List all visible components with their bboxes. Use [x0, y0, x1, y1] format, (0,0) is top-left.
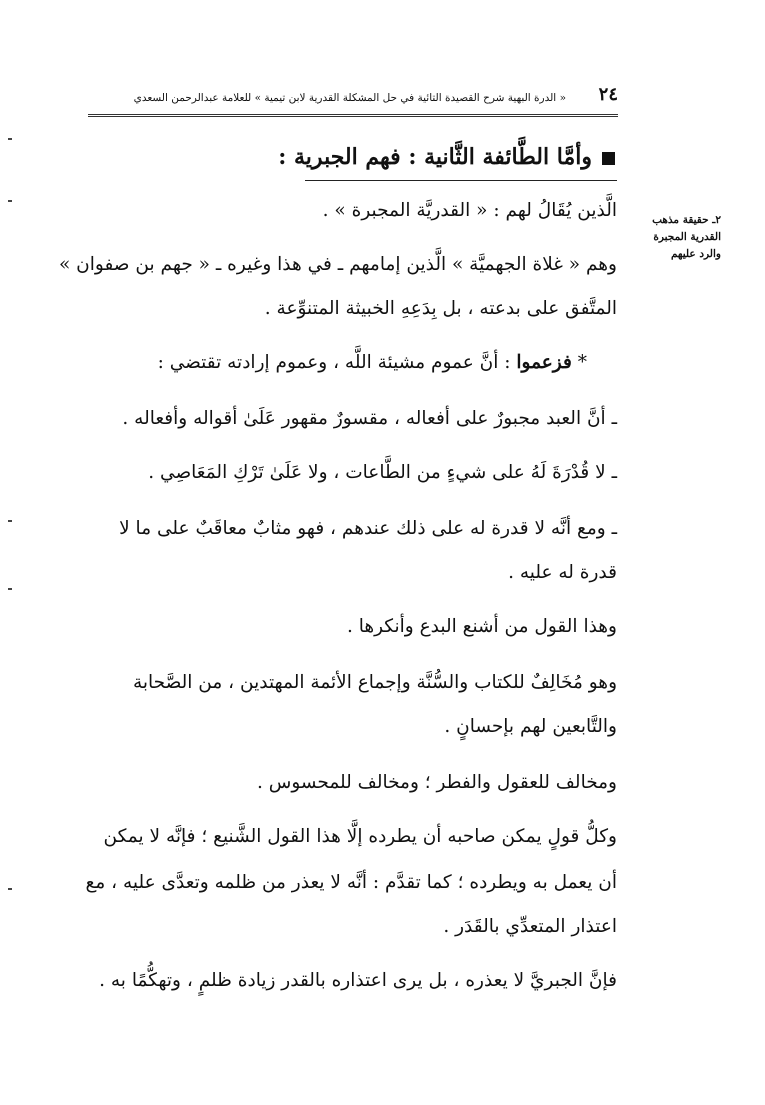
body-line: وهو مُخَالِفٌ للكتاب والسُّنَّة وإجماع الأئمة المهتدين ، من الصَّحابة [132, 672, 617, 693]
body-line: قدرة له عليه . [508, 562, 617, 583]
body-line: ومخالف للعقول والفطر ؛ ومخالف للمحسوس . [256, 772, 617, 793]
body-line: اعتذار المتعدِّي بالقَدَر . [443, 916, 617, 937]
section-heading [278, 144, 615, 170]
page-header [88, 86, 618, 117]
scan-mark [8, 138, 12, 140]
heading-underline [305, 180, 617, 181]
emphasized-word: فزعموا [516, 352, 572, 373]
margin-note-line: القدرية المجبرة [653, 231, 721, 243]
scan-mark [8, 588, 12, 590]
margin-note-line: والرد عليهم [670, 248, 721, 260]
body-line: وهم « غلاة الجهميَّة » الَّذين إمامهم ـ في هذا وغيره ـ « جهم بن صفوان » [58, 254, 617, 275]
running-title: « الدرة البهية شرح القصيدة التائية في حل المشكلة القدرية لابن تيمية » للعلامة عبدالرحمن السعدي [133, 92, 566, 104]
body-line: أن يعمل به ويطرده ؛ كما تقدَّم : أنَّه لا يعذر من ظلمه وتعدَّى عليه ، مع [85, 872, 617, 893]
body-line: وهذا القول من أشنع البدع وأنكرها . [346, 616, 617, 637]
body-line: الَّذين يُقَالُ لهم : « القدريَّة المجبرة » . [322, 200, 617, 221]
body-line: المتَّفق على بدعته ، بل بِدَعِهِ الخبيثة المتنوِّعة . [264, 298, 617, 319]
body-line: وكلُّ قولٍ يمكن صاحبه أن يطرده إلَّا هذا القول الشَّنيع ؛ فإنَّه لا يمكن [103, 826, 617, 847]
body-line: ـ لا قُدْرَةَ لَهُ على شيءٍ من الطَّاعات ، ولا عَلَىٰ تَرْكِ المَعَاصِي . [148, 462, 617, 483]
black-square-icon [602, 152, 615, 165]
margin-note [625, 212, 721, 263]
body-line: فإنَّ الجبريَّ لا يعذره ، بل يرى اعتذاره بالقدر زيادة ظلمٍ ، وتهكُّمًا به . [99, 970, 617, 991]
page-number: ٢٤ [598, 84, 618, 105]
scan-mark [8, 888, 12, 890]
scan-mark [8, 520, 12, 522]
scan-mark [8, 200, 12, 202]
margin-note-line: ٢ـ حقيقة مذهب [652, 214, 721, 226]
section-heading-text: وأمَّا الطَّائفة الثَّانية : فهم الجبرية : [278, 144, 592, 170]
body-line: والتَّابعين لهم بإحسانٍ . [444, 716, 617, 737]
body-line: ـ أنَّ العبد مجبورٌ على أفعاله ، مقسورٌ مقهور عَلَىٰ أقواله وأفعاله . [122, 408, 617, 429]
bullet-star: * [577, 352, 587, 373]
body-line: ـ ومع أنَّه لا قدرة له على ذلك عندهم ، فهو مثابٌ معاقَبٌ على ما لا [119, 518, 617, 539]
body-line-text: : أنَّ عموم مشيئة اللَّه ، وعموم إرادته تقتضي : [157, 352, 511, 373]
body-line [158, 352, 587, 373]
